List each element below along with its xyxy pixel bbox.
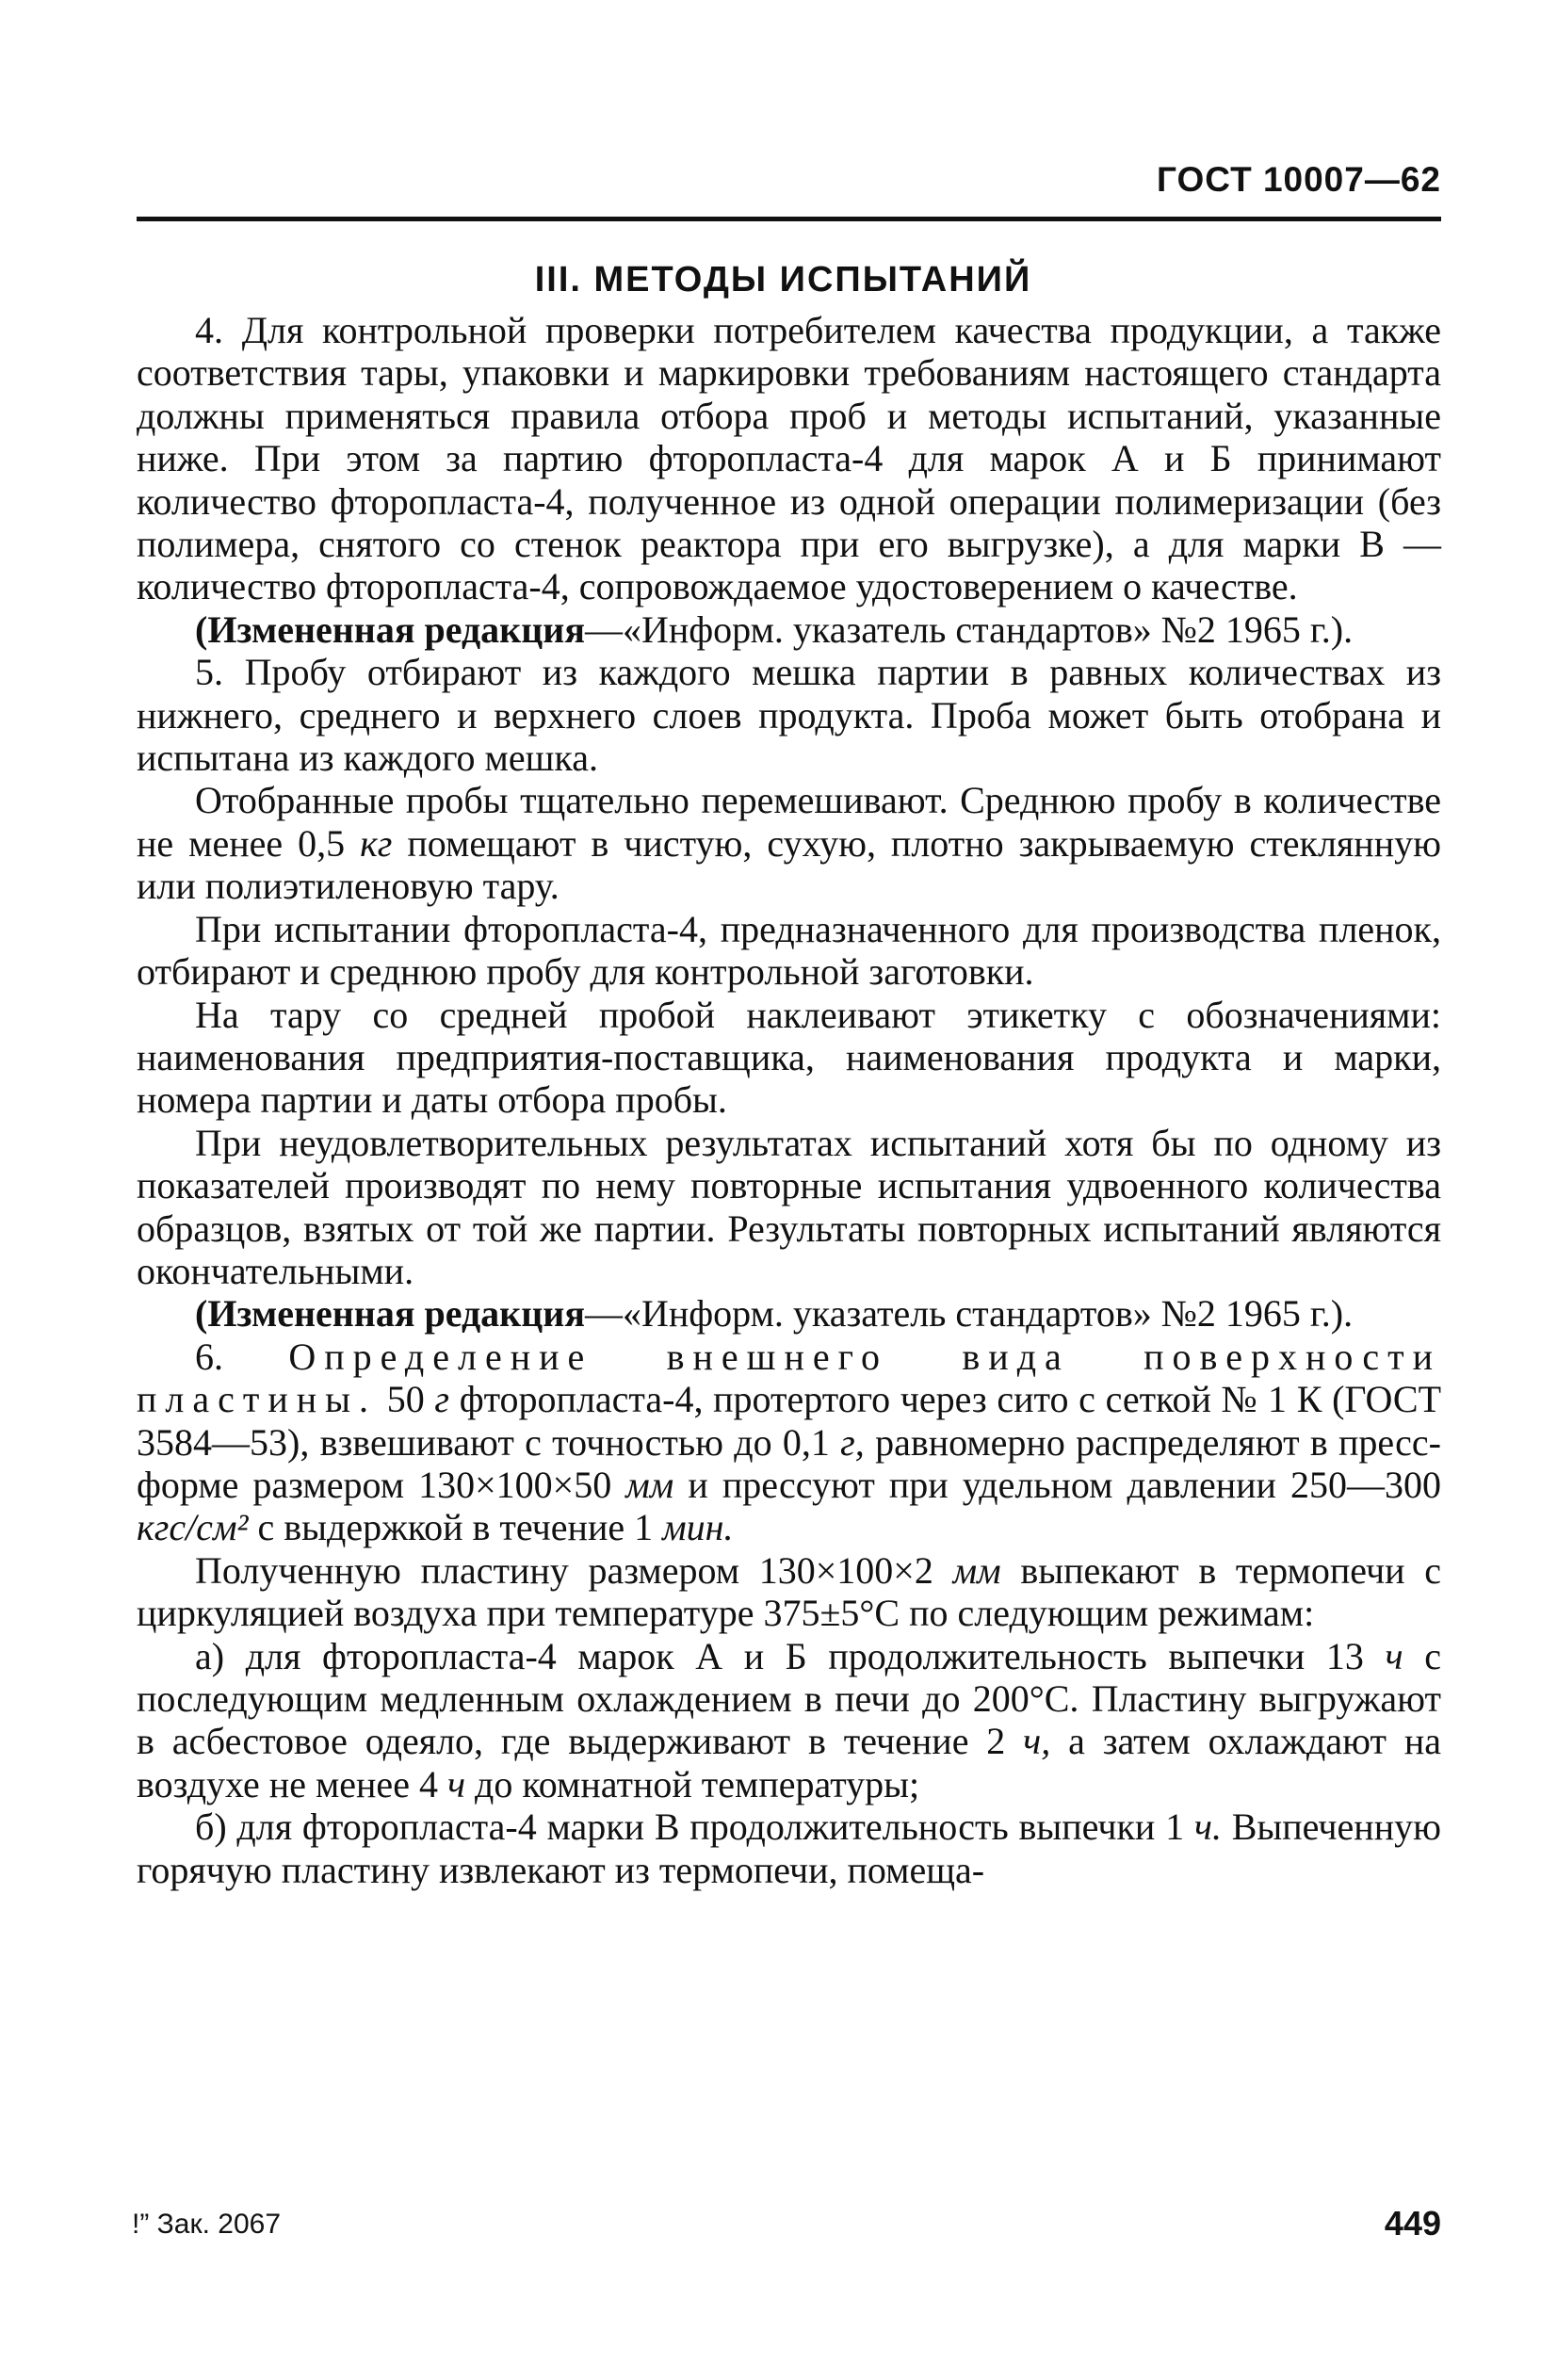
paragraph-5-label: На тару со средней пробой наклеивают этикетку с обозначениями: наименования предприятия-поставщика, наименования продукта и марки, номера партии и даты отбора пробы. xyxy=(137,993,1441,1122)
unit-kg: кг xyxy=(360,821,393,865)
section-title: III. МЕТОДЫ ИСПЫТАНИЙ xyxy=(534,260,1032,300)
unit-pressure: кгс/см² xyxy=(137,1506,249,1549)
paragraph-6-mode-a xyxy=(137,1635,1441,1806)
paragraph-number: 6. xyxy=(195,1335,289,1378)
paragraph-6-baking xyxy=(137,1549,1441,1635)
text-run: равномерно распределяют в пресс-форме размером 130×100×50 xyxy=(137,1420,1441,1506)
text-run: а) для фторопласта-4 марок А и Б продолжительность выпечки 13 xyxy=(195,1634,1386,1677)
text-run: фторопласта-4, протертого через сито с сеткой № 1 К (ГОСТ 3584—53), взвешивают с точностью до 0,1 xyxy=(137,1378,1442,1464)
document-code: ГОСТ 10007—62 xyxy=(1157,160,1441,199)
amendment-source: —«Информ. указатель стандартов» №2 1965 г.). xyxy=(584,607,1354,651)
unit-hour: ч. xyxy=(1193,1805,1222,1849)
unit-mm: мм xyxy=(625,1463,674,1506)
text-run: с выдержкой в течение 1 xyxy=(248,1506,663,1549)
unit-g: г, xyxy=(840,1420,865,1464)
text-run: Выпеченную горячую пластину извлекают из термопечи, помеща- xyxy=(137,1805,1441,1891)
text-run: а затем охлаждают на воздухе не менее 4 xyxy=(137,1720,1441,1805)
text-run: с последующим медленным охлаждением в печи до 200°С. Пластину выгружают в асбестовое одеяло, где выдерживают в течение 2 xyxy=(137,1634,1441,1763)
unit-g: г xyxy=(434,1378,450,1421)
amendment-label: (Измененная редакция xyxy=(195,1292,585,1336)
page-number: 449 xyxy=(1384,2204,1441,2242)
text-run: выпекают в термопечи с циркуляцией воздуха при температуре 375±5°С по следующим режимам: xyxy=(137,1548,1442,1635)
paragraph-4: 4. Для контрольной проверки потребителем качества продукции, а также соответствия тары, упаковки и маркировки требованиям настоящего стандарта должны применяться правила отбора проб и методы испытаний, указанные ниже. При этом за партию фторопласта-4 для марок А и Б принимают количество фторопласта-4, полученное из одной операции полимеризации (без полимера, снятого со стенок реактора при его выгрузке), а для марки В — количество фторопласта-4, сопровождаемое удостоверением о качестве. xyxy=(137,309,1441,608)
paragraph-5-film: При испытании фторопласта-4, предназначенного для производства пленок, отбирают и среднюю пробу для контрольной заготовки. xyxy=(137,907,1441,994)
amendment-source: —«Информ. указатель стандартов» №2 1965 г.). xyxy=(584,1292,1354,1336)
text-run: помещают в чистую, сухую, плотно закрываемую стеклянную или полиэтиленовую тару. xyxy=(137,821,1441,908)
text-run: и прессуют при удельном давлении 250—300 xyxy=(673,1463,1441,1506)
order-number: !” Зак. 2067 xyxy=(132,2209,281,2240)
text-run: до комнатной температуры; xyxy=(465,1762,920,1805)
text-run: Полученную пластину размером 130×100×2 xyxy=(195,1548,953,1592)
unit-min: мин. xyxy=(662,1506,734,1549)
amendment-note-1 xyxy=(137,608,1441,651)
paragraph-heading: Определение внешнего вида поверхности пластины. xyxy=(137,1335,1442,1421)
body-text xyxy=(137,309,1441,1891)
unit-hour: ч xyxy=(446,1762,466,1805)
paragraph-6 xyxy=(137,1336,1441,1549)
header-rule xyxy=(137,217,1441,221)
amendment-label: (Измененная редакция xyxy=(195,607,585,651)
amendment-note-2 xyxy=(137,1292,1441,1335)
text-run: Отобранные пробы тщательно перемешивают. Среднюю пробу в количестве не менее 0,5 xyxy=(137,779,1441,865)
unit-mm: мм xyxy=(952,1548,1001,1592)
paragraph-5-sample xyxy=(137,779,1441,907)
text-run: 50 xyxy=(377,1378,435,1421)
text-run: б) для фторопласта-4 марки В продолжительность выпечки 1 xyxy=(195,1805,1194,1849)
unit-hour: ч, xyxy=(1023,1720,1051,1763)
paragraph-6-mode-b xyxy=(137,1805,1441,1891)
unit-hour: ч xyxy=(1385,1634,1403,1677)
paragraph-5: 5. Пробу отбирают из каждого мешка партии в равных количествах из нижнего, среднего и верхнего слоев продукта. Проба может быть отобрана и испытана из каждого мешка. xyxy=(137,651,1441,780)
paragraph-5-retest: При неудовлетворительных результатах испытаний хотя бы по одному из показателей производят по нему повторные испытания удвоенного количества образцов, взятых от той же партии. Результаты повторных испытаний являются окончательными. xyxy=(137,1121,1441,1292)
